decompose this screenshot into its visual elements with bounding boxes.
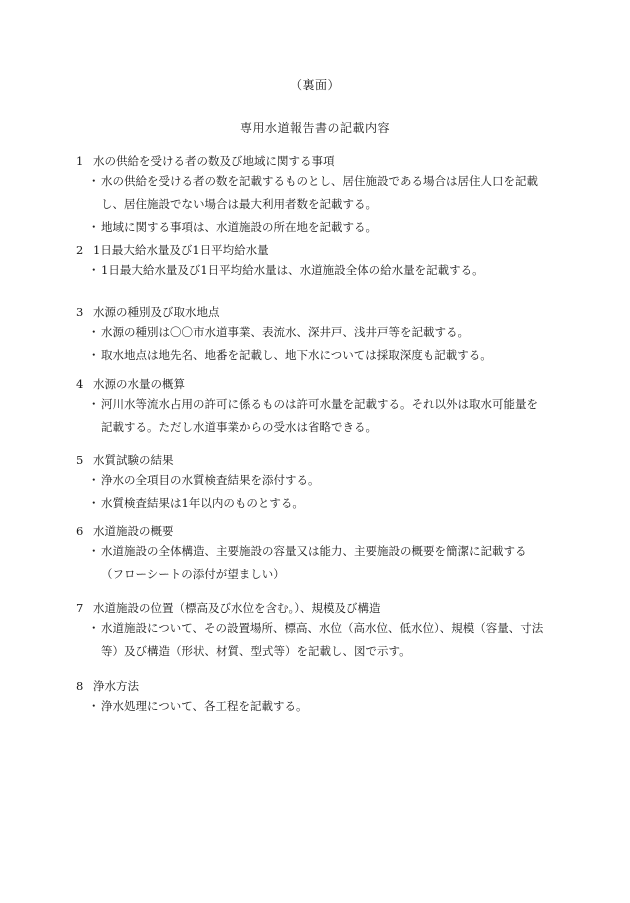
section-number: 2 bbox=[76, 243, 84, 257]
section-heading bbox=[76, 152, 566, 170]
section-heading-text: 1日最大給水量及び1日平均給水量 bbox=[93, 243, 269, 257]
section-1 bbox=[76, 152, 566, 239]
section-heading bbox=[76, 522, 566, 540]
document-title: 専用水道報告書の記載内容 bbox=[239, 121, 390, 135]
section-heading bbox=[76, 241, 566, 259]
section-heading bbox=[76, 375, 566, 393]
bullet-item bbox=[76, 344, 566, 367]
bullet-item bbox=[76, 259, 566, 282]
section-heading-text: 浄水方法 bbox=[93, 679, 139, 693]
bullet-mark: ・ bbox=[88, 496, 100, 510]
bullet-item bbox=[76, 321, 566, 344]
section-number: 6 bbox=[76, 524, 84, 538]
bullet-text-line: 河川水等流水占用の許可に係るものは許可水量を記載する。それ以外は取水可能量を bbox=[101, 397, 538, 411]
bullet-text-line: 水道施設の全体構造、主要施設の容量又は能力、主要施設の概要を簡潔に記載する bbox=[101, 544, 527, 558]
bullet-text-line: 水道施設について、その設置場所、標高、水位（高水位、低水位）、規模（容量、寸法 bbox=[101, 621, 544, 635]
section-heading bbox=[76, 303, 566, 321]
section-number: 8 bbox=[76, 679, 84, 693]
section-number: 7 bbox=[76, 601, 84, 615]
section-heading-text: 水道施設の位置（標高及び水位を含む。）、規模及び構造 bbox=[93, 601, 381, 615]
bullet-mark: ・ bbox=[88, 699, 100, 713]
section-3 bbox=[76, 303, 566, 367]
bullet-text-line: 地域に関する事項は、水道施設の所在地を記載する。 bbox=[101, 220, 377, 234]
bullet-item bbox=[76, 393, 566, 439]
section-heading-text: 水源の種別及び取水地点 bbox=[93, 305, 220, 319]
section-number: 3 bbox=[76, 305, 84, 319]
bullet-text-line: 水質検査結果は1年以内のものとする。 bbox=[101, 496, 304, 510]
bullet-text-line: 浄水の全項目の水質検査結果を添付する。 bbox=[101, 473, 320, 487]
bullet-item bbox=[76, 492, 566, 515]
bullet-mark: ・ bbox=[88, 544, 100, 558]
bullet-mark: ・ bbox=[88, 174, 100, 188]
bullet-mark: ・ bbox=[88, 348, 100, 362]
section-heading bbox=[76, 451, 566, 469]
section-heading-text: 水質試験の結果 bbox=[93, 453, 174, 467]
section-2 bbox=[76, 241, 566, 282]
section-7 bbox=[76, 599, 566, 663]
section-number: 5 bbox=[76, 453, 84, 467]
bullet-item bbox=[76, 540, 566, 586]
section-heading-text: 水の供給を受ける者の数及び地域に関する事項 bbox=[93, 154, 335, 168]
bullet-text-line: 水源の種別は〇〇市水道事業、表流水、深井戸、浅井戸等を記載する。 bbox=[101, 325, 469, 339]
section-heading-text: 水道施設の概要 bbox=[93, 524, 174, 538]
bullet-text-line: 1日最大給水量及び1日平均給水量は、水道施設全体の給水量を記載する。 bbox=[101, 263, 484, 277]
bullet-mark: ・ bbox=[88, 621, 100, 635]
section-number: 1 bbox=[76, 154, 84, 168]
section-8 bbox=[76, 677, 566, 718]
section-number: 4 bbox=[76, 377, 84, 391]
bullet-text-line: 水の供給を受ける者の数を記載するものとし、居住施設である場合は居住人口を記載 bbox=[101, 174, 538, 188]
bullet-item bbox=[76, 216, 566, 239]
bullet-item bbox=[76, 170, 566, 216]
section-heading-text: 水源の水量の概算 bbox=[93, 377, 185, 391]
section-heading bbox=[76, 677, 566, 695]
bullet-text-line: 浄水処理について、各工程を記載する。 bbox=[101, 699, 308, 713]
bullet-mark: ・ bbox=[88, 263, 100, 277]
reverse-side-label: （裏面） bbox=[289, 78, 340, 92]
bullet-text-line: 取水地点は地先名、地番を記載し、地下水については採取深度も記載する。 bbox=[101, 348, 492, 362]
bullet-text-line: し、居住施設でない場合は最大利用者数を記載する。 bbox=[101, 197, 377, 211]
bullet-item bbox=[76, 695, 566, 718]
bullet-mark: ・ bbox=[88, 473, 100, 487]
bullet-text-line: （フローシートの添付が望ましい） bbox=[101, 567, 285, 581]
bullet-mark: ・ bbox=[88, 397, 100, 411]
section-6 bbox=[76, 522, 566, 586]
section-4 bbox=[76, 375, 566, 439]
bullet-mark: ・ bbox=[88, 325, 100, 339]
bullet-mark: ・ bbox=[88, 220, 100, 234]
bullet-item bbox=[76, 617, 566, 663]
section-5 bbox=[76, 451, 566, 515]
bullet-text-line: 等）及び構造（形状、材質、型式等）を記載し、図で示す。 bbox=[101, 644, 411, 658]
bullet-item bbox=[76, 469, 566, 492]
bullet-text-line: 記載する。ただし水道事業からの受水は省略できる。 bbox=[101, 420, 377, 434]
section-heading bbox=[76, 599, 566, 617]
